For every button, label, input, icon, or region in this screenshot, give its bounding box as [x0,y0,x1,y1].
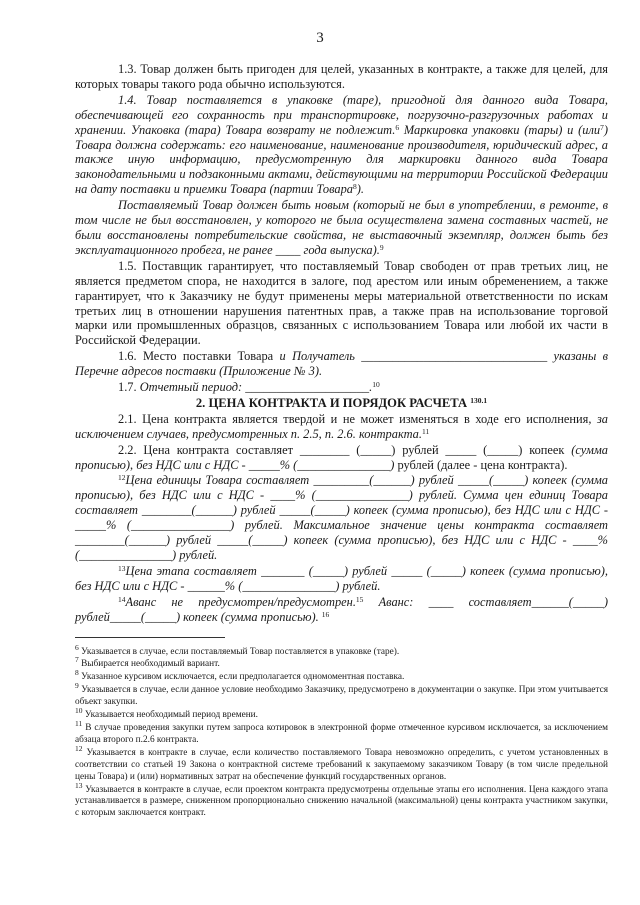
clause-stage-price-text: Цена этапа составляет _______ (_____) рублей _____ (_____) копеек (сумма прописью), без НДС или с НДС - ______% (_______________) рублей. [75,563,608,593]
clause-1-4-text-c: ) Товара должна содержать: его наименование, наименование производителя, юридический адрес, а также иную информацию, предусмотренную для маркировки данного вида Товара законодательными и подзаконными актами, действующими на территории Российской Федерации на дату поставки и приемки Товара (партии Товара [75,122,608,197]
clause-unit-price [75,473,608,562]
footnote-ref-6: 6 [395,122,400,132]
footnote-text: Указывается в случае, если данное условие необходимо Заказчику, предусмотрено в документации о закупке. При этом учитывается объект закупки. [75,685,608,708]
clause-1-4-text-b: Маркировка упаковки (тары) и (или [399,122,601,137]
page-number: 3 [316,30,324,46]
clause-advance-text-b: Аванс: ____ составляет______(_____) рублей_____(_____) копеек (сумма прописью). [75,594,608,624]
footnote-9 [75,681,608,709]
footnote-6 [75,642,608,659]
footnote-13 [75,780,609,821]
clause-1-4 [75,93,608,197]
clause-new-goods [75,198,608,258]
footnote-number: 8 [75,668,79,678]
footnote-8 [75,668,608,684]
clause-2-2-text-d: без НДС или с НДС - _____% (_______________) [136,457,395,472]
footnote-ref-7: 7 [600,122,604,132]
clause-1-6 [75,349,608,379]
footnote-number: 9 [75,681,79,691]
footnote-11 [75,718,609,747]
footnote-text: Указанное курсивом исключается, если предполагается одномоментная поставка. [81,672,405,683]
footnote-number: 12 [75,743,83,753]
footnote-number: 10 [75,706,83,716]
footnote-text: Указывается в контракте в случае, если проектом контракта предусмотрены отдельные этапы его исполнения. Цена каждого этапа устанавливается в размере, сниженном пропорционально снижению начальной (максимальной) цены контракта участником закупки, с которым заключается контракт. [75,784,609,819]
footnote-ref-130-1: 130.1 [470,395,488,405]
clause-2-2-text-c: , [129,457,137,472]
footnote-ref-10: 10 [372,380,380,390]
section-2-title: 2. ЦЕНА КОНТРАКТА И ПОРЯДОК РАСЧЕТА [195,395,468,410]
clause-2-2-text-a: 2.2. Цена контракта составляет ________ (_____) рублей _____ (_____) копеек [118,442,572,457]
footnote-ref-14: 14 [118,594,126,604]
footnote-ref-12: 12 [118,473,126,483]
footnote-ref-9: 9 [379,242,384,252]
clause-1-4-text-a: 1.4. Товар поставляется в упаковке (таре), пригодной для данного вида Товара, обеспечивающей его сохранность при транспортировке, погрузочно-разгрузочных работах и хранении. Упаковка (тара) Товара возврату не подлежит. [75,92,608,137]
footnote-ref-16: 16 [321,609,330,619]
footnote-number: 13 [75,780,83,790]
footnotes [75,642,609,821]
footnote-ref-11: 11 [421,426,430,436]
clause-1-6-text-b: и Получатель ______________________________ указаны в Перечне адресов поставки (Приложение № 3). [75,349,608,379]
footnote-text: Указывается необходимый период времени. [84,710,258,721]
clause-advance-text-a: Аванс не предусмотрен/предусмотрен. [125,594,356,609]
clause-2-2-text-e: рублей (далее - цена контракта). [394,457,568,472]
footnote-text: Указывается в случае, если поставляемый Товар поставляется в упаковке (таре). [81,646,400,657]
clause-2-2 [75,443,608,473]
clause-2-1 [75,412,608,442]
footnote-number: 11 [75,718,83,728]
clause-1-7-text-b: Отчетный период: ____________________. [139,380,373,395]
clause-2-1-text-a: 2.1. Цена контракта является твердой и не может изменяться в ходе его исполнения, [118,411,597,426]
clause-1-7-text-a: 1.7. [118,380,140,395]
contract-body [75,62,608,821]
footnote-12 [75,743,608,784]
clause-advance [75,595,608,625]
footnote-text: В случае проведения закупки путем запроса котировок в электронной форме отмеченное курсивом исключается, за исключением абзаца второго п.2.6 контракта. [75,722,609,745]
footnote-number: 7 [75,655,79,665]
footnote-divider [75,637,225,638]
clause-new-goods-text: Поставляемый Товар должен быть новым (который не был в употреблении, в ремонте, в том числе не был восстановлен, у которого не была осуществлена замена составных частей, не были восстановлены потребительские свойства, не выставочный экземпляр, должен быть без эксплуатационного пробега, не ранее ____ года выпуска). [75,198,608,257]
clause-2-1-text-b: за исключением случаев, предусмотренных п. 2.5, п. 2.6. контракта. [75,411,608,441]
clause-1-3: 1.3. Товар должен быть пригоден для целей, указанных в контракте, а также для целей, для которых товары такого рода обычно используются. [75,62,608,91]
footnote-ref-13: 13 [118,563,126,573]
clause-1-4-text-d: ). [356,182,364,197]
footnote-ref-8: 8 [352,182,357,192]
clause-2-2-text-b: (сумма прописью) [75,442,608,472]
footnote-text: Указывается в контракте в случае, если количество поставляемого Товара невозможно определить, с учетом установленных в соответствии со статьей 19 Закона о контрактной системе требований к закупаемому заказчиком Товару (в том числе предельной цены Товара) и (или) нормативных затрат на обеспечение функций государственных органов. [75,747,608,782]
footnote-number: 6 [75,642,79,652]
footnote-10 [75,706,608,722]
clause-stage-price [75,564,608,594]
clause-unit-price-text: Цена единицы Товара составляет _________(______) рублей _____(_____) копеек (сумма прописью), без НДС или с НДС - ____% (_______________) рублей. Сумма цен единиц Товара составляет ________(______) рублей _____(_____) копеек (сумма прописью), без НДС или с НДС - _____% (________________) рублей. Максимальное значение цены контракта составляет ________(______) рублей _____(_____) копеек (сумма прописью), без НДС или с НДС - ____% (_______________) рублей. [75,473,608,562]
clause-1-5: 1.5. Поставщик гарантирует, что поставляемый Товар свободен от прав третьих лиц, не является предметом спора, не находится в залоге, под арестом или иным обременением, а также гарантирует, что к Заказчику не будут применены меры материальной ответственности по искам третьих лиц в отношении нарушения патентных прав, а также прав на использование торговой марки или промышленных образцов, связанных с использованием Товара или любой их части в Российской Федерации. [75,258,608,348]
footnote-text: Выбирается необходимый вариант. [81,659,220,670]
footnote-7 [75,655,608,671]
footnote-ref-15: 15 [355,594,364,604]
section-2-heading [75,396,608,411]
clause-1-6-text-a: 1.6. Место поставки Товара [118,349,280,364]
clause-1-7 [75,380,608,395]
